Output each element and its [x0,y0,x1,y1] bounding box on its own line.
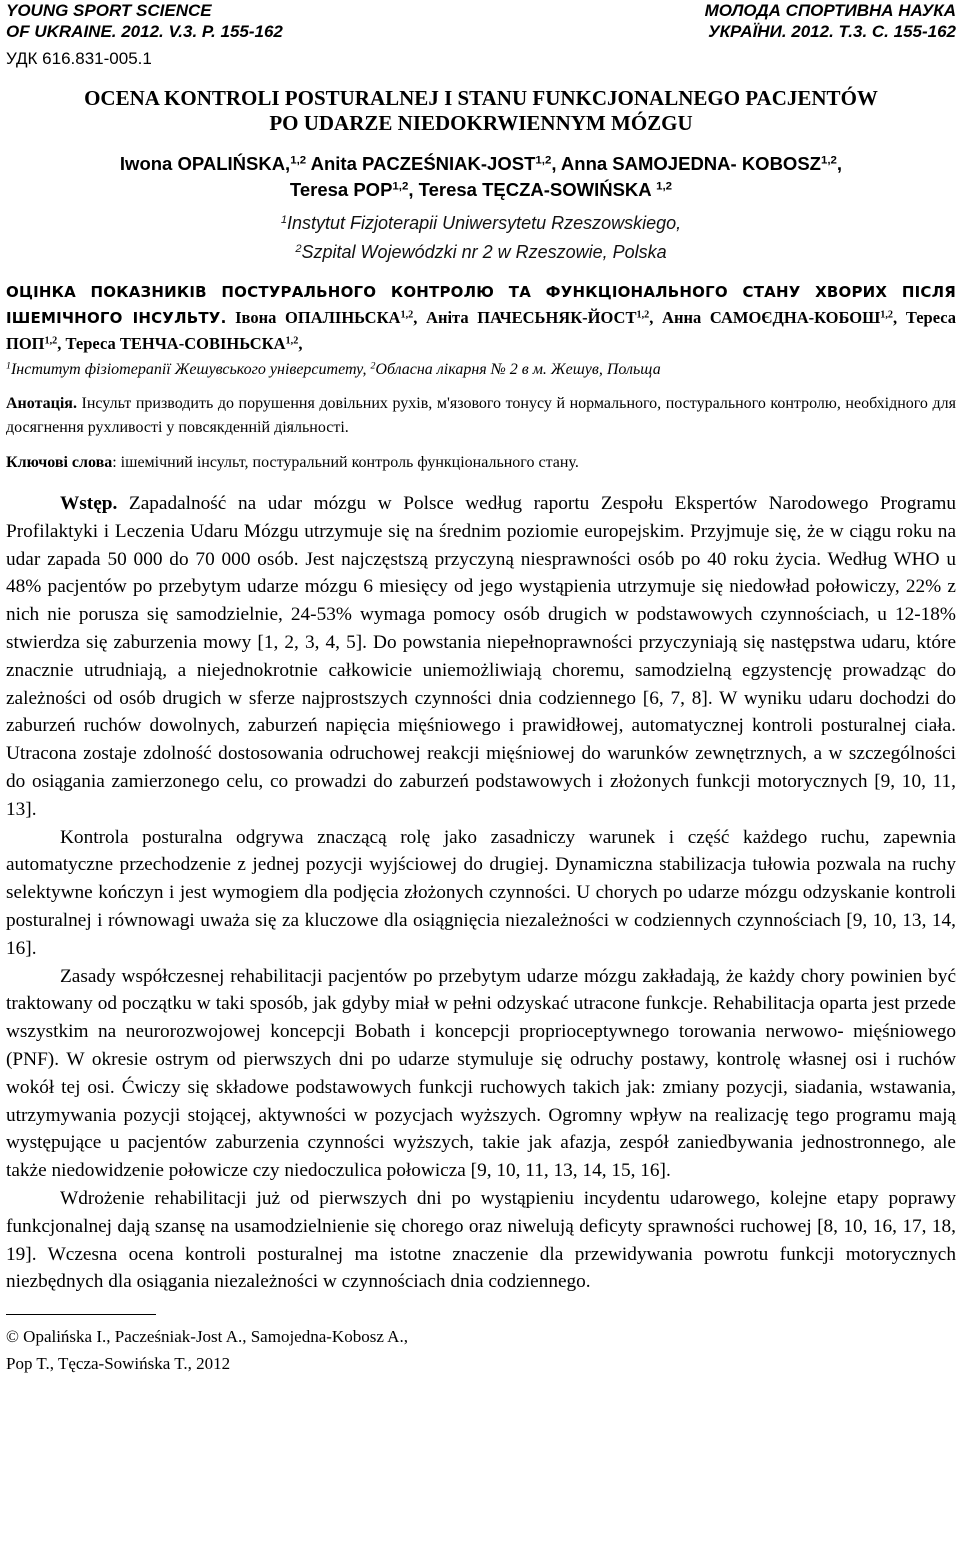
affiliation-marker: 1,2 [656,180,673,193]
keywords-label: Ключові слова [6,454,113,471]
affiliation-marker: 1,2 [400,309,414,321]
affiliation-number: 1 [280,213,288,226]
journal-citation-en: OF UKRAINE. 2012. V.3. P. 155-162 [6,22,283,41]
keywords [6,452,956,474]
affiliation-2 [6,238,956,267]
ua-author-name: , Тереса ТЕНЧА-СОВІНЬСКА [57,334,286,353]
author-name: Teresa POP [289,179,393,200]
paper-title-line-2: PO UDARZE NIEDOKRWIENNYM MÓZGU [269,111,693,135]
ua-author-name: Івона ОПАЛІНЬСКА [226,308,401,327]
introduction-heading: Wstęp. [60,493,118,514]
ukrainian-affiliations [6,361,661,378]
journal-header [6,0,956,42]
paragraph-text: Zapadalność na udar mózgu w Polsce według raportu Zespołu Ekspertów Narodowego Programu Profilaktyki i Leczenia Udaru Mózgu utrzymuje się na średnim poziomie europejskim. Przyjmuje się, że w ciągu roku na udar zapada 50 000 do 70 000 osób. Jest najczęstszą przyczyną niesprawności osób po 40 roku życia. Według WHO u 48% pacjentów po przebytym udarze mózgu 6 miesięcy od jego wystąpienia utrzymuje się niedowład połowiczy, 22% z nich nie porusza się samodzielnie, 24-53% wymaga pomocy osób drugich w podstawowych czynnościach, u 12-18% stwierdza się zaburzenia mowy [1, 2, 3, 4, 5]. Do powstania niepełnoprawności przyczyniają się następstwa udaru, które znacznie utrudniają, a niejednokrotnie całkowicie uniemożliwiają choremu, samodzielną egzystencję prowadząc do zależności od osób drugich w sferze najprostszych czynności dnia codziennego [6, 7, 8]. W wyniku udaru dochodzi do zaburzeń ruchów dowolnych, zaburzeń napięcia mięśniowego i prawidłowej, automatycznej kontroli posturalnej ciała. Utracona zostaje zdolność dostosowania odruchowej reakcji mięśniowej do warunków zewnętrznych, a w szczególności do osiągania zamierzonego celu, co prowadzi do zaburzeń podstawowych i złożonych funkcji motorycznych [9, 10, 11, 13]. [6,493,956,820]
affiliation-marker: 1,2 [880,309,894,321]
paragraph-2: Kontrola posturalna odgrywa znaczącą rolę jako zasadniczy warunek i część każdego ruchu, zapewnia automatyczne przechodzenie z jednej pozycji wyjściowej do drugiej. Dynamiczna stabilizacja tułowia pozwala na ruchy selektywne kończyn i jest wymogiem dla podjęcia złożonych czynności. U chorych po udarze mózgu odzyskanie kontroli posturalnej i równowagi uważa się za kluczowe dla osiągnięcia niezależności w codziennych czynnościach [9, 10, 13, 14, 16]. [6,826,956,959]
affiliation-number: 2 [370,360,376,372]
journal-name-ua: МОЛОДА СПОРТИВНА НАУКА [704,1,956,20]
paragraph-3: Zasady współczesnej rehabilitacji pacjentów po przebytym udarze mózgu zakładają, że każdy chory powinien być traktowany od początku w taki sposób, jak gdyby miał w pełni odzyskać utracone funkcje. Rehabilitacja oparta jest przede wszystkim na neurorozwojowej koncepcji Bobath i koncepcji proprioceptywnego torowania nerwowo- mięśniowego (PNF). W okresie ostrym od pierwszych dni po udarze stymuluje się odruchy postawy, kontrolę własnej osi i ruchów wokół tej osi. Ćwiczy się składowe podstawowych funkcji ruchowych takich jak: zmiany pozycji, siadania, wstawania, utrzymywania pozycji stojącej, aktywności w pozycjach wyższych. Ogromny wpływ na realizację tego programu mają występujące u pacjentów zaburzenia czynności wyższych, takie jak afazja, zespół zaniedbywania jednostronnego, ale także niedowidzenie połowicze czy niedoczulica połowicza [9, 10, 11, 13, 14, 15, 16]. [6,965,956,1182]
ukrainian-summary-header [6,279,956,382]
affiliation-marker: 1,2 [290,154,307,167]
affiliation-marker: 1,2 [44,335,58,347]
affiliation-text: Szpital Wojewódzki nr 2 w Rzeszowie, Polska [301,242,667,262]
paragraph-4: Wdrożenie rehabilitacji już od pierwszych dni po wystąpieniu incydentu udarowego, kolejne etapy poprawy funkcjonalnej dają szansę na usamodzielnienie się chorego oraz niwelują deficyty sprawności ruchowej [8, 10, 16, 17, 18, 19]. Wczesna ocena kontroli posturalnej ma istotne znaczenie dla przewidywania powrotu funkcji motorycznych niezbędnych dla osiągania niezależności w czynnościach dnia codziennego. [6,1187,956,1293]
journal-citation-ua: УКРАЇНИ. 2012. Т.3. С. 155-162 [708,22,956,41]
affiliation-number: 2 [295,242,302,255]
author-name: , Teresa TĘCZA-SOWIŃSKA [408,179,657,200]
author-name: Anita PACZEŚNIAK-JOST [306,153,536,174]
paper-title-line-1: OCENA KONTROLI POSTURALNEJ I STANU FUNKCJONALNEGO PACJENTÓW [84,86,878,110]
affiliations [6,209,956,267]
ua-author-name: , Анна САМОЄДНА-КОБОШ [649,308,881,327]
ua-affiliation-text: Інститут фізіотерапії Жешувського університету, [10,361,371,378]
abstract-text: Інсульт призводить до порушення довільних рухів, м'язового тонусу й нормального, постурального контролю, необхідного для досягнення рухливості у повсякденній діяльності. [6,395,956,436]
affiliation-text: Instytut Fizjoterapii Uniwersytetu Rzeszowskiego, [287,213,682,233]
body-text [6,490,956,1296]
affiliation-1 [6,209,956,238]
abstract [6,392,956,440]
affiliation-marker: 1,2 [636,309,650,321]
affiliation-number: 1 [6,360,11,372]
journal-name-en: YOUNG SPORT SCIENCE [6,1,212,20]
keywords-text: : ішемічний інсульт, постуральний контроль функціонального стану. [112,454,579,471]
journal-header-english [6,0,283,42]
ukrainian-authors: Івона ОПАЛІНЬСКА$^{1,2}$, Аніта ПАЧЕСЬНЯК-ЙОСТ$^{1,2}$, Анна САМОЄДНА-КОБОШ$^{1,2}$, Тереса ПОП$^{1,2}$, Тереса ТЕНЧА-СОВІНЬСКА$^{1,2}$, [6,308,957,353]
paragraph-1 [6,490,956,824]
ua-affiliation-text: Обласна лікарня № 2 в м. Жешув, Польща [375,361,661,378]
udk-code: УДК 616.831-005.1 [6,49,152,68]
author-name: Iwona OPALIŃSKA, [119,153,291,174]
author-line-2 [6,177,956,203]
author-line-1: Iwona OPALIŃSKA,$^{1,2}$ Anita PACZEŚNIAK-JOST$^{1,2}$, Anna SAMOJEDNA- KOBOSZ$^{1,2}$, [119,153,843,174]
paper-title [6,86,956,136]
ua-author-name: , Аніта ПАЧЕСЬНЯК-ЙОСТ [413,308,637,327]
ukrainian-title: ОЦІНКА ПОКАЗНИКІВ ПОСТУРАЛЬНОГО КОНТРОЛЮ ТА ФУНКЦІОНАЛЬНОГО СТАНУ ХВОРИХ ПІСЛЯ ІШЕМІЧНОГО ІНСУЛЬТУ. [6,283,956,327]
paper-page [6,0,956,1377]
affiliation-marker: 1,2 [392,180,409,193]
ua-author-name: , Тереса ПОП [6,308,957,353]
affiliation-marker: 1,2 [535,154,552,167]
copyright-footnote [6,1323,956,1377]
affiliation-marker: 1,2 [285,335,299,347]
affiliation-marker: 1,2 [820,154,837,167]
journal-header-ukrainian [705,0,956,42]
footnote-divider [6,1314,156,1315]
copyright-line-2: Pop T., Tęcza-Sowińska T., 2012 [6,1354,231,1374]
author-list [6,151,956,203]
copyright-line-1: © Opalińska I., Pacześniak-Jost A., Samojedna-Kobosz A., [6,1327,408,1347]
author-name: , Anna SAMOJEDNA- KOBOSZ [551,153,821,174]
abstract-label: Анотація. [6,395,77,412]
